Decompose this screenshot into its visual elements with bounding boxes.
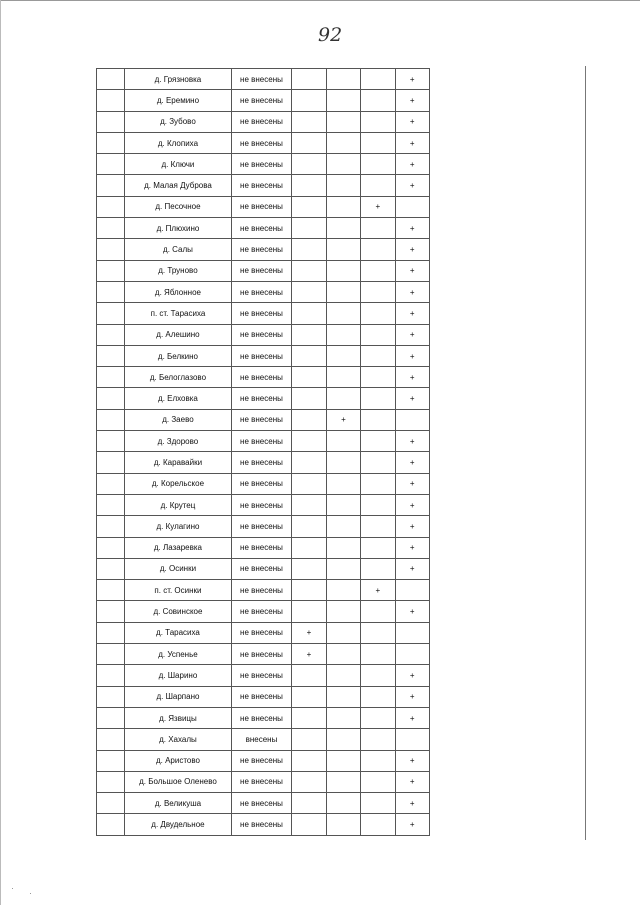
mark-cell-2 <box>326 473 360 494</box>
mark-cell-3: + <box>361 580 395 601</box>
row-number-cell <box>97 431 125 452</box>
mark-cell-1 <box>292 452 326 473</box>
table-row <box>97 707 430 728</box>
row-number-cell <box>97 324 125 345</box>
mark-cell-1 <box>292 154 326 175</box>
status-cell: не внесены <box>231 154 292 175</box>
table-row <box>97 644 430 665</box>
mark-cell-3 <box>361 622 395 643</box>
row-number-cell <box>97 90 125 111</box>
table-row <box>97 793 430 814</box>
row-number-cell <box>97 644 125 665</box>
mark-cell-4: + <box>395 111 429 132</box>
page-number: 92 <box>318 24 343 46</box>
mark-cell-1 <box>292 431 326 452</box>
mark-cell-2 <box>326 814 360 835</box>
mark-cell-1 <box>292 537 326 558</box>
table-row <box>97 729 430 750</box>
row-number-cell <box>97 729 125 750</box>
mark-cell-3 <box>361 218 395 239</box>
mark-cell-3 <box>361 707 395 728</box>
table-row <box>97 90 430 111</box>
settlement-name-cell: д. Хахалы <box>125 729 231 750</box>
row-number-cell <box>97 239 125 260</box>
mark-cell-4: + <box>395 218 429 239</box>
table-row <box>97 516 430 537</box>
row-number-cell <box>97 260 125 281</box>
settlement-name-cell: д. Аристово <box>125 750 231 771</box>
mark-cell-1 <box>292 303 326 324</box>
mark-cell-2 <box>326 516 360 537</box>
mark-cell-4 <box>395 580 429 601</box>
mark-cell-1 <box>292 580 326 601</box>
table-row <box>97 218 430 239</box>
table-row <box>97 69 430 90</box>
mark-cell-1 <box>292 175 326 196</box>
settlement-name-cell: д. Яблонное <box>125 281 231 302</box>
mark-cell-1 <box>292 90 326 111</box>
settlement-name-cell: д. Осинки <box>125 558 231 579</box>
mark-cell-4: + <box>395 771 429 792</box>
settlement-name-cell: д. Совинское <box>125 601 231 622</box>
mark-cell-3 <box>361 814 395 835</box>
table-row <box>97 622 430 643</box>
table-row <box>97 260 430 281</box>
mark-cell-1 <box>292 494 326 515</box>
row-number-cell <box>97 388 125 409</box>
status-cell: не внесены <box>231 196 292 217</box>
status-cell: не внесены <box>231 324 292 345</box>
table-row <box>97 175 430 196</box>
settlements-table-body <box>97 69 430 836</box>
mark-cell-3 <box>361 473 395 494</box>
mark-cell-3 <box>361 260 395 281</box>
mark-cell-2 <box>326 218 360 239</box>
mark-cell-4: + <box>395 814 429 835</box>
mark-cell-3 <box>361 793 395 814</box>
table-row <box>97 601 430 622</box>
mark-cell-3 <box>361 686 395 707</box>
table-row <box>97 558 430 579</box>
status-cell: не внесены <box>231 601 292 622</box>
table-row <box>97 281 430 302</box>
mark-cell-1 <box>292 601 326 622</box>
settlement-name-cell: д. Еремино <box>125 90 231 111</box>
mark-cell-4 <box>395 409 429 430</box>
status-cell: не внесены <box>231 537 292 558</box>
settlement-name-cell: д. Песочное <box>125 196 231 217</box>
mark-cell-2 <box>326 580 360 601</box>
mark-cell-3 <box>361 771 395 792</box>
mark-cell-1: + <box>292 622 326 643</box>
settlement-name-cell: д. Успенье <box>125 644 231 665</box>
table-row <box>97 367 430 388</box>
mark-cell-2 <box>326 154 360 175</box>
row-number-cell <box>97 367 125 388</box>
margin-rule <box>585 66 586 840</box>
mark-cell-4: + <box>395 686 429 707</box>
status-cell: не внесены <box>231 90 292 111</box>
mark-cell-1 <box>292 558 326 579</box>
table-row <box>97 452 430 473</box>
mark-cell-4: + <box>395 793 429 814</box>
status-cell: не внесены <box>231 388 292 409</box>
row-number-cell <box>97 580 125 601</box>
mark-cell-2 <box>326 665 360 686</box>
mark-cell-2 <box>326 90 360 111</box>
mark-cell-4: + <box>395 431 429 452</box>
mark-cell-1 <box>292 793 326 814</box>
mark-cell-1 <box>292 473 326 494</box>
row-number-cell <box>97 558 125 579</box>
mark-cell-4: + <box>395 132 429 153</box>
row-number-cell <box>97 69 125 90</box>
settlement-name-cell: д. Плюхино <box>125 218 231 239</box>
row-number-cell <box>97 111 125 132</box>
mark-cell-4: + <box>395 601 429 622</box>
mark-cell-1 <box>292 771 326 792</box>
row-number-cell <box>97 175 125 196</box>
mark-cell-2 <box>326 771 360 792</box>
settlement-name-cell: д. Кулагино <box>125 516 231 537</box>
status-cell: не внесены <box>231 644 292 665</box>
settlement-name-cell: д. Салы <box>125 239 231 260</box>
mark-cell-3 <box>361 132 395 153</box>
mark-cell-3 <box>361 111 395 132</box>
mark-cell-1 <box>292 750 326 771</box>
status-cell: не внесены <box>231 707 292 728</box>
row-number-cell <box>97 409 125 430</box>
table-row <box>97 111 430 132</box>
status-cell: не внесены <box>231 494 292 515</box>
mark-cell-4: + <box>395 452 429 473</box>
mark-cell-2 <box>326 388 360 409</box>
mark-cell-2 <box>326 175 360 196</box>
settlement-name-cell: д. Ключи <box>125 154 231 175</box>
settlement-name-cell: п. ст. Тарасиха <box>125 303 231 324</box>
mark-cell-2 <box>326 69 360 90</box>
mark-cell-3 <box>361 665 395 686</box>
status-cell: не внесены <box>231 111 292 132</box>
mark-cell-3 <box>361 175 395 196</box>
row-number-cell <box>97 516 125 537</box>
status-cell: не внесены <box>231 239 292 260</box>
status-cell: не внесены <box>231 814 292 835</box>
status-cell: не внесены <box>231 580 292 601</box>
row-number-cell <box>97 665 125 686</box>
settlement-name-cell: д. Корельское <box>125 473 231 494</box>
table-row <box>97 324 430 345</box>
settlement-name-cell: д. Шарино <box>125 665 231 686</box>
mark-cell-3 <box>361 750 395 771</box>
settlement-name-cell: д. Алешино <box>125 324 231 345</box>
mark-cell-1 <box>292 686 326 707</box>
mark-cell-2 <box>326 196 360 217</box>
mark-cell-4: + <box>395 750 429 771</box>
settlement-name-cell: д. Тарасиха <box>125 622 231 643</box>
table-row <box>97 494 430 515</box>
table-row <box>97 431 430 452</box>
status-cell: не внесены <box>231 452 292 473</box>
row-number-cell <box>97 686 125 707</box>
row-number-cell <box>97 750 125 771</box>
mark-cell-2 <box>326 111 360 132</box>
table-row <box>97 409 430 430</box>
mark-cell-3 <box>361 644 395 665</box>
settlement-name-cell: д. Великуша <box>125 793 231 814</box>
table-row <box>97 537 430 558</box>
row-number-cell <box>97 345 125 366</box>
settlement-name-cell: д. Лазаревка <box>125 537 231 558</box>
table-row <box>97 345 430 366</box>
mark-cell-4: + <box>395 516 429 537</box>
row-number-cell <box>97 622 125 643</box>
mark-cell-1 <box>292 388 326 409</box>
mark-cell-3 <box>361 367 395 388</box>
mark-cell-1 <box>292 367 326 388</box>
mark-cell-4: + <box>395 473 429 494</box>
row-number-cell <box>97 771 125 792</box>
mark-cell-3 <box>361 90 395 111</box>
mark-cell-4: + <box>395 707 429 728</box>
mark-cell-3 <box>361 324 395 345</box>
mark-cell-4: + <box>395 239 429 260</box>
mark-cell-4: + <box>395 367 429 388</box>
settlement-name-cell: д. Язвицы <box>125 707 231 728</box>
mark-cell-4 <box>395 729 429 750</box>
mark-cell-4: + <box>395 175 429 196</box>
settlement-name-cell: д. Шарпано <box>125 686 231 707</box>
settlement-name-cell: д. Белкино <box>125 345 231 366</box>
mark-cell-4: + <box>395 558 429 579</box>
mark-cell-2 <box>326 367 360 388</box>
row-number-cell <box>97 814 125 835</box>
mark-cell-3 <box>361 281 395 302</box>
mark-cell-3 <box>361 69 395 90</box>
settlement-name-cell: д. Грязновка <box>125 69 231 90</box>
row-number-cell <box>97 452 125 473</box>
settlement-name-cell: д. Малая Дуброва <box>125 175 231 196</box>
mark-cell-1 <box>292 409 326 430</box>
settlement-name-cell: д. Зубово <box>125 111 231 132</box>
mark-cell-2 <box>326 494 360 515</box>
settlement-name-cell: д. Заево <box>125 409 231 430</box>
settlement-name-cell: д. Большое Оленево <box>125 771 231 792</box>
mark-cell-1 <box>292 260 326 281</box>
mark-cell-1 <box>292 239 326 260</box>
mark-cell-4 <box>395 622 429 643</box>
status-cell: не внесены <box>231 771 292 792</box>
mark-cell-3 <box>361 431 395 452</box>
mark-cell-1 <box>292 729 326 750</box>
mark-cell-1 <box>292 665 326 686</box>
mark-cell-2 <box>326 452 360 473</box>
table-row <box>97 239 430 260</box>
settlement-name-cell: д. Здорово <box>125 431 231 452</box>
page-left-border <box>0 0 1 905</box>
status-cell: не внесены <box>231 69 292 90</box>
mark-cell-2 <box>326 260 360 281</box>
mark-cell-2 <box>326 303 360 324</box>
mark-cell-3 <box>361 516 395 537</box>
mark-cell-4: + <box>395 281 429 302</box>
mark-cell-4: + <box>395 260 429 281</box>
table-row <box>97 686 430 707</box>
row-number-cell <box>97 494 125 515</box>
status-cell: не внесены <box>231 793 292 814</box>
mark-cell-2 <box>326 558 360 579</box>
mark-cell-3 <box>361 154 395 175</box>
row-number-cell <box>97 473 125 494</box>
status-cell: не внесены <box>231 473 292 494</box>
row-number-cell <box>97 707 125 728</box>
status-cell: не внесены <box>231 558 292 579</box>
mark-cell-4: + <box>395 665 429 686</box>
mark-cell-2 <box>326 622 360 643</box>
mark-cell-1 <box>292 281 326 302</box>
scan-speck <box>12 888 13 889</box>
table-row <box>97 665 430 686</box>
row-number-cell <box>97 218 125 239</box>
mark-cell-2 <box>326 686 360 707</box>
table-row <box>97 814 430 835</box>
status-cell: не внесены <box>231 175 292 196</box>
status-cell: не внесены <box>231 622 292 643</box>
mark-cell-2 <box>326 132 360 153</box>
mark-cell-2 <box>326 324 360 345</box>
mark-cell-3 <box>361 409 395 430</box>
mark-cell-2 <box>326 750 360 771</box>
status-cell: не внесены <box>231 367 292 388</box>
mark-cell-3 <box>361 452 395 473</box>
status-cell: внесены <box>231 729 292 750</box>
mark-cell-2: + <box>326 409 360 430</box>
mark-cell-1 <box>292 196 326 217</box>
status-cell: не внесены <box>231 750 292 771</box>
mark-cell-4: + <box>395 494 429 515</box>
row-number-cell <box>97 303 125 324</box>
mark-cell-4: + <box>395 324 429 345</box>
status-cell: не внесены <box>231 260 292 281</box>
mark-cell-2 <box>326 239 360 260</box>
settlement-name-cell: д. Труново <box>125 260 231 281</box>
mark-cell-3: + <box>361 196 395 217</box>
row-number-cell <box>97 601 125 622</box>
mark-cell-3 <box>361 601 395 622</box>
mark-cell-1 <box>292 814 326 835</box>
row-number-cell <box>97 154 125 175</box>
status-cell: не внесены <box>231 516 292 537</box>
row-number-cell <box>97 196 125 217</box>
table-row <box>97 196 430 217</box>
row-number-cell <box>97 132 125 153</box>
mark-cell-3 <box>361 558 395 579</box>
table-row <box>97 303 430 324</box>
settlement-name-cell: д. Двудельное <box>125 814 231 835</box>
mark-cell-2 <box>326 644 360 665</box>
settlement-name-cell: д. Каравайки <box>125 452 231 473</box>
mark-cell-1 <box>292 132 326 153</box>
table-row <box>97 750 430 771</box>
table-row <box>97 154 430 175</box>
mark-cell-3 <box>361 303 395 324</box>
mark-cell-1 <box>292 516 326 537</box>
mark-cell-4: + <box>395 154 429 175</box>
table-row <box>97 388 430 409</box>
status-cell: не внесены <box>231 132 292 153</box>
mark-cell-1 <box>292 707 326 728</box>
mark-cell-3 <box>361 345 395 366</box>
status-cell: не внесены <box>231 665 292 686</box>
status-cell: не внесены <box>231 218 292 239</box>
mark-cell-4: + <box>395 537 429 558</box>
mark-cell-2 <box>326 729 360 750</box>
row-number-cell <box>97 793 125 814</box>
mark-cell-3 <box>361 537 395 558</box>
row-number-cell <box>97 281 125 302</box>
row-number-cell <box>97 537 125 558</box>
scan-speck <box>30 893 31 894</box>
mark-cell-1 <box>292 69 326 90</box>
mark-cell-4: + <box>395 69 429 90</box>
mark-cell-1 <box>292 345 326 366</box>
mark-cell-1 <box>292 324 326 345</box>
mark-cell-2 <box>326 793 360 814</box>
status-cell: не внесены <box>231 409 292 430</box>
mark-cell-4 <box>395 196 429 217</box>
table-row <box>97 473 430 494</box>
settlement-name-cell: п. ст. Осинки <box>125 580 231 601</box>
status-cell: не внесены <box>231 431 292 452</box>
settlement-name-cell: д. Елховка <box>125 388 231 409</box>
settlement-name-cell: д. Клопиха <box>125 132 231 153</box>
mark-cell-3 <box>361 494 395 515</box>
mark-cell-4: + <box>395 388 429 409</box>
status-cell: не внесены <box>231 281 292 302</box>
status-cell: не внесены <box>231 303 292 324</box>
mark-cell-3 <box>361 239 395 260</box>
mark-cell-3 <box>361 388 395 409</box>
status-cell: не внесены <box>231 686 292 707</box>
mark-cell-2 <box>326 281 360 302</box>
mark-cell-4: + <box>395 90 429 111</box>
settlement-name-cell: д. Белоглазово <box>125 367 231 388</box>
mark-cell-2 <box>326 601 360 622</box>
table-row <box>97 132 430 153</box>
mark-cell-4 <box>395 644 429 665</box>
mark-cell-2 <box>326 431 360 452</box>
status-cell: не внесены <box>231 345 292 366</box>
mark-cell-2 <box>326 537 360 558</box>
settlements-table <box>96 68 430 836</box>
mark-cell-1 <box>292 111 326 132</box>
table-row <box>97 771 430 792</box>
mark-cell-1: + <box>292 644 326 665</box>
table-row <box>97 580 430 601</box>
mark-cell-2 <box>326 707 360 728</box>
mark-cell-4: + <box>395 345 429 366</box>
mark-cell-2 <box>326 345 360 366</box>
settlement-name-cell: д. Крутец <box>125 494 231 515</box>
mark-cell-3 <box>361 729 395 750</box>
mark-cell-4: + <box>395 303 429 324</box>
page-top-border <box>0 0 640 1</box>
mark-cell-1 <box>292 218 326 239</box>
